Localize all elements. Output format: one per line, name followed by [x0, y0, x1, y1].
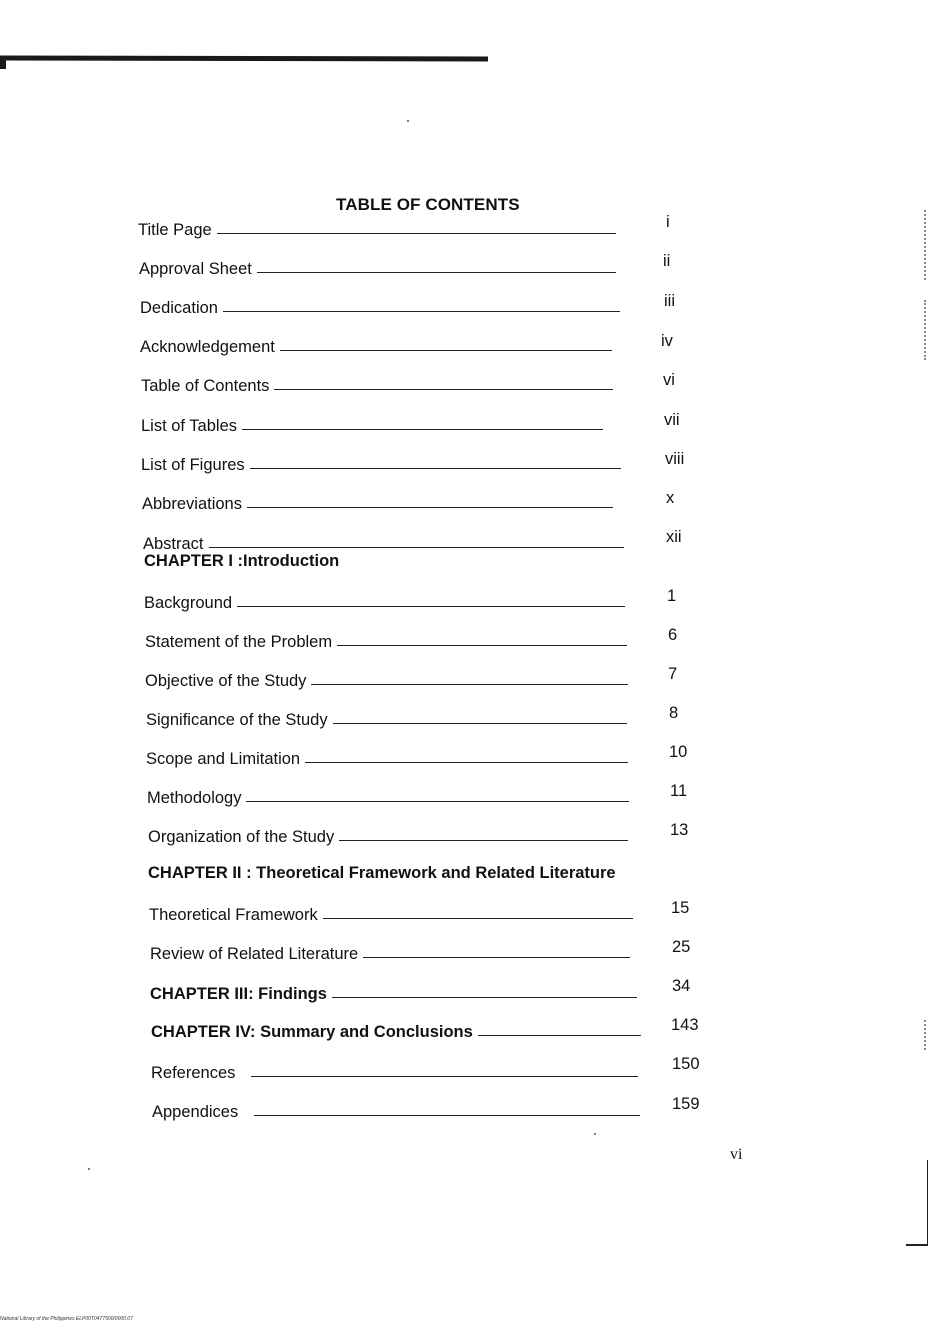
scan-edge-dots — [924, 1020, 934, 1050]
toc-entry-page: 11 — [670, 782, 688, 800]
toc-entry-page: vii — [664, 411, 680, 429]
toc-entry-label: Abbreviations — [142, 495, 242, 513]
scan-edge-dots — [924, 210, 934, 280]
toc-entry-label: Abstract — [143, 535, 204, 553]
toc-entry-label: Theoretical Framework — [149, 906, 318, 924]
toc-entry-page: i — [666, 213, 670, 231]
chapter-heading: CHAPTER I :Introduction — [144, 552, 340, 570]
toc-entry — [145, 669, 628, 691]
toc-entry — [148, 825, 628, 847]
scan-edge-foot — [906, 1244, 928, 1246]
page-folio: vi — [730, 1146, 743, 1163]
toc-entry — [151, 1061, 638, 1083]
scan-speck — [88, 1168, 90, 1170]
toc-entry-label: Title Page — [138, 221, 212, 239]
toc-entry-page: xii — [666, 528, 682, 546]
dot-leader — [242, 429, 603, 430]
toc-entry — [139, 257, 616, 279]
toc-entry-page: 34 — [672, 977, 691, 995]
toc-entry-page: iv — [661, 332, 673, 350]
dot-leader — [339, 840, 628, 841]
toc-entry-label: Scope and Limitation — [146, 750, 301, 768]
toc-entry — [151, 1020, 641, 1042]
toc-entry-page: iii — [664, 292, 675, 310]
toc-entry — [146, 747, 628, 769]
toc-entry-label: Table of Contents — [141, 377, 270, 395]
toc-entry — [142, 492, 613, 514]
toc-entry-label: Objective of the Study — [145, 672, 307, 690]
toc-entry-label: List of Tables — [141, 417, 238, 435]
toc-entry — [138, 218, 616, 240]
toc-entry-page: 150 — [672, 1055, 700, 1073]
scan-edge-dots — [924, 300, 934, 360]
toc-entry-label: Significance of the Study — [146, 711, 328, 729]
dot-leader — [250, 468, 621, 469]
toc-entry-page: 15 — [671, 899, 690, 917]
toc-entry — [143, 532, 624, 554]
dot-leader — [223, 311, 620, 312]
scan-artifact-tip — [0, 60, 6, 69]
dot-leader — [209, 547, 624, 548]
toc-entry — [150, 982, 637, 1004]
toc-entry-page: 25 — [672, 938, 691, 956]
toc-entry — [145, 630, 627, 652]
toc-entry-page: 10 — [669, 743, 688, 761]
toc-entry — [146, 708, 627, 730]
dot-leader — [257, 272, 616, 273]
toc-entry-label: Background — [144, 594, 233, 612]
toc-entry-page: 159 — [672, 1095, 700, 1113]
dot-leader — [305, 762, 628, 763]
toc-entry — [149, 903, 633, 925]
toc-entry — [140, 296, 620, 318]
toc-entry — [141, 374, 613, 396]
dot-leader — [478, 1035, 641, 1036]
toc-entry — [147, 786, 629, 808]
scan-artifact-bar — [0, 55, 488, 61]
toc-entry-label: List of Figures — [141, 456, 245, 474]
toc-entry-label: Statement of the Problem — [145, 633, 333, 651]
toc-entry-page: 1 — [667, 587, 677, 605]
toc-entry-label: Methodology — [147, 789, 242, 807]
toc-entry-label: Acknowledgement — [140, 338, 275, 356]
toc-entry-page: ii — [663, 252, 671, 270]
toc-entry-page: 143 — [671, 1016, 699, 1034]
chapter-heading: CHAPTER II : Theoretical Framework and Related Literature — [148, 864, 616, 882]
dot-leader — [332, 997, 637, 998]
footer-stamp: National Library of the Philippines ELP00T0477500/0000.07 — [0, 1316, 133, 1322]
toc-entry — [141, 414, 603, 436]
dot-leader — [337, 645, 627, 646]
scan-speck — [594, 1133, 596, 1135]
toc-entry-label: Review of Related Literature — [150, 945, 359, 963]
page-title: TABLE OF CONTENTS — [336, 195, 520, 214]
toc-entry-page: 7 — [668, 665, 678, 683]
dot-leader — [251, 1076, 638, 1077]
dot-leader — [247, 507, 613, 508]
toc-entry-page: vi — [663, 371, 675, 389]
scan-edge-line — [927, 1160, 928, 1245]
toc-entry — [152, 1100, 640, 1122]
toc-entry-page: viii — [665, 450, 685, 468]
toc-entry-label: CHAPTER III: Findings — [150, 985, 327, 1003]
toc-entry-page: 8 — [669, 704, 679, 722]
dot-leader — [254, 1115, 640, 1116]
toc-entry — [141, 453, 621, 475]
toc-entry — [144, 591, 625, 613]
toc-entry-page: 6 — [668, 626, 678, 644]
toc-entry-label: CHAPTER IV: Summary and Conclusions — [151, 1023, 473, 1041]
dot-leader — [311, 684, 628, 685]
dot-leader — [217, 233, 616, 234]
toc-entry-label: References — [151, 1064, 236, 1082]
toc-entry — [140, 335, 612, 357]
toc-entry-page: 13 — [670, 821, 689, 839]
dot-leader — [333, 723, 627, 724]
toc-entry-label: Organization of the Study — [148, 828, 335, 846]
toc-entry-label: Approval Sheet — [139, 260, 252, 278]
dot-leader — [280, 350, 612, 351]
dot-leader — [274, 389, 613, 390]
toc-entry-label: Dedication — [140, 299, 218, 317]
toc-entry — [150, 942, 630, 964]
dot-leader — [246, 801, 629, 802]
scan-speck — [407, 120, 409, 122]
dot-leader — [363, 957, 630, 958]
dot-leader — [237, 606, 625, 607]
toc-entry-page: x — [666, 489, 675, 507]
dot-leader — [323, 918, 633, 919]
toc-entry-label: Appendices — [152, 1103, 239, 1121]
